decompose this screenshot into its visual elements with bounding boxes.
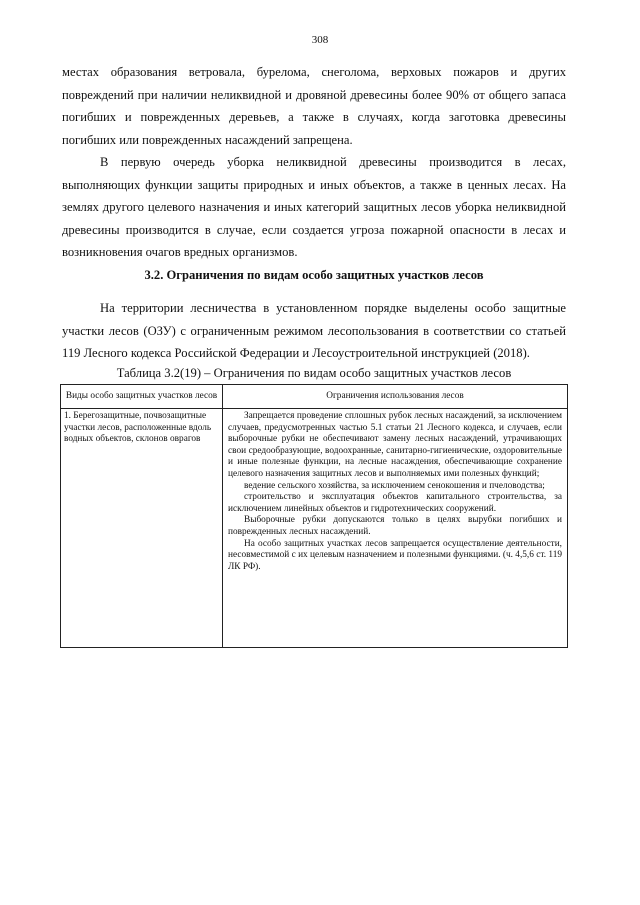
- restriction-item: строительство и эксплуатация объектов капитального строительства, за исключением линейных объектов и гидротехнических сооружений.: [228, 492, 562, 514]
- table-caption: Таблица 3.2(19) – Ограничения по видам особо защитных участков лесов: [116, 366, 512, 380]
- body-paragraph-2: [62, 151, 566, 264]
- restriction-item: На особо защитных участках лесов запрещается осуществление деятельности, несовместимой с их целевым назначением и полезными функциями. (ч. 4,5,6 ст. 119 ЛК РФ).: [228, 538, 562, 572]
- restriction-item: ведение сельского хозяйства, за исключением сенокошения и пчеловодства;: [244, 480, 545, 491]
- restrictions-table: [60, 384, 568, 648]
- paragraph-text: местах образования ветровала, бурелома, снеголома, верховых пожаров и других повреждений при наличии неликвидной и дровяной древесины более 90% от общего запаса погибших и поврежденных деревьев, а также в случаях, когда заготовка древесины погибших или поврежденных насаждений запрещена.: [62, 65, 566, 147]
- table-row: [61, 409, 568, 648]
- paragraph-text: В первую очередь уборка неликвидной древесины производится в лесах, выполняющих функции защиты природных и иных объектов, а также в ценных лесах. На землях другого целевого назначения и иных категорий защитных лесов уборка неликвидной древесины производится в случае, если создается угроза пожарной опасности в лесах и возникновения очагов вредных организмов.: [62, 155, 566, 260]
- zone-type-cell: 1. Берегозащитные, почвозащитные участки лесов, расположенные вдоль водных объектов, склонов оврагов: [61, 409, 223, 648]
- section-heading: 3.2. Ограничения по видам особо защитных участков лесов: [144, 268, 484, 282]
- paragraph-text: На территории лесничества в установленном порядке выделены особо защитные участки лесов (ОЗУ) с ограниченным режимом лесопользования в соответствии со статьей 119 Лесного кодекса Российской Федерации и Лесоустроительной инструкцией (2018).: [62, 301, 566, 361]
- restrictions-cell: [223, 409, 568, 648]
- page-number: 308: [311, 34, 329, 46]
- table-header-row: [61, 385, 568, 409]
- column-header-restrictions: Ограничения использования лесов: [223, 385, 568, 409]
- section-paragraph: [62, 297, 566, 365]
- body-paragraph-1: [62, 61, 566, 151]
- restriction-item: Выборочные рубки допускаются только в целях вырубки погибших и поврежденных лесных насаждений.: [228, 515, 562, 537]
- restriction-item: Запрещается проведение сплошных рубок лесных насаждений, за исключением случаев, предусмотренных частью 5.1 статьи 21 Лесного кодекса, и случаев, если выборочные рубки не обеспечивают замену лесных насаждений, утрачивающих свои средообразующие, водоохранные, санитарно-гигиенические, оздоровительные и иные полезные функции, на лесные насаждения, обеспечивающие сохранение целевого назначения защитных лесов и выполняемых ими полезных функций;: [228, 411, 562, 479]
- column-header-zone-type: Виды особо защитных участков лесов: [61, 385, 223, 409]
